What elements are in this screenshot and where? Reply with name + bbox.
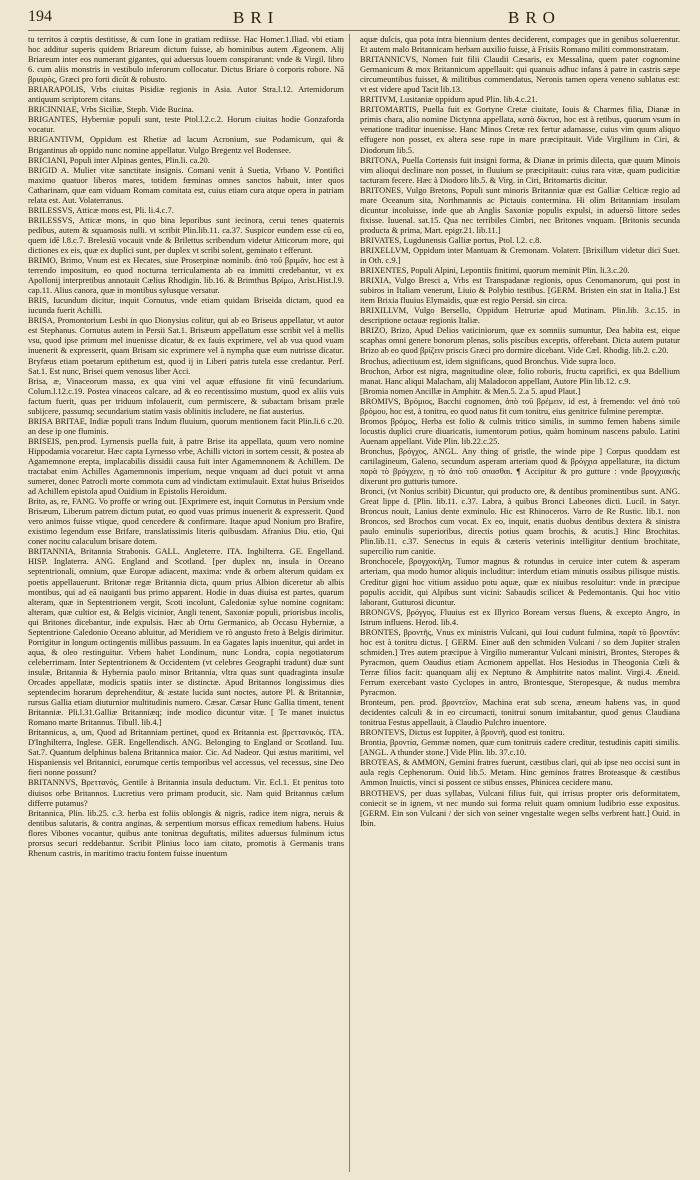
dictionary-entry: BRIVATES, Lugdunensis Galliæ portus, Ptol. l.2. c.8. bbox=[360, 234, 542, 245]
dictionary-entry: BRONTEVS, Dictus est Iuppiter, à βροντῆ, quod est tonitru. bbox=[360, 727, 565, 738]
dictionary-entry: [Bromia nomen Ancillæ in Amphitr. & Men.5. 2.a 5. apud Plaut.] bbox=[360, 385, 581, 396]
dictionary-entry: BRIZO, Brizo, Apud Delios vaticiniorum, quæ ex somniis sumuntur, Dea habita est, eique scaphas omni genere bonorum plenas, solis piscibus exceptis, offerebant. Dicta autem putatur Brizo ab eo quod βρίζειν priscis Græci pro dormire dicebant. Vide Cæl. Rhodig. lib.2. c.20. bbox=[360, 325, 680, 356]
dictionary-entry: BRICIANI, Populi inter Alpinas gentes, Plin.li. ca.20. bbox=[28, 154, 210, 165]
dictionary-entry: BRIARAPOLIS, Vrbs ciuitas Pisidiæ regionis in Asia. Autor Stra.l.12. Artemidorum antiquum scriptorem citans. bbox=[28, 84, 344, 105]
dictionary-entry: Brochus, adiectiuum est, idem significans, quod Bronchus. Vide supra loco. bbox=[360, 355, 616, 366]
dictionary-entry: tu territos à cœptis destitisse, & cum Ione in gratiam rediisse. Hac Homer.1.Iliad. vbi etiam hoc additur superis quidem Briareum dictum fuisse, ab hominibus autem Ægeonem. Alij Briareum inter eos numerant gigantes, qui aduersus louem conspirarunt: vnde & Virgil. libro 6. cum aliis monstris in vestibulo inferorum collocatur. Dictus Briare ὁ corporis robore. Nā βριαρὸς, Græci pro forti dicūt & robusto. bbox=[28, 34, 344, 85]
dictionary-entry: BROMIVS, Βρόμιος, Bacchi cognomen, ἀπὸ τοῦ βρέμειν, id est, à fremendo: vel ἀπὸ τοῦ βρόμου, hoc est, à tonitru, eo quod natus fit cum tonitru, eius genitrice fulmine peremptæ. bbox=[360, 395, 680, 416]
dictionary-entry: BROTEAS, & AMMON, Gemini fratres fuerunt, cæstibus clari, qui ab ipse neo occisi sunt in aula regis Cephenorum. Ouid lib.5. Metam. Hinc geminos fratres Broteasque & cæstibus Ammon Inuictis, vinci si possent ce stibus ensses, Phinicea cecidere manu. bbox=[360, 757, 680, 788]
dictionary-entry: BRISA BRITAE, Indiæ populi trans Indum fluuium, quorum mentionem facit Plin.li.6 c.20. an dese ip one fluminis. bbox=[28, 415, 344, 436]
running-head-right: BRO bbox=[508, 8, 561, 27]
running-head-left: BRI bbox=[233, 8, 280, 27]
dictionary-entry: Brisa, æ, Vinaceorum massa, ex qua vini vel aquæ effusione fit vinū fecundarium. Colum.l.12.c.19. Postea vinaceos calcare, ad & eo recentissimo mustum, quod ex aliis vuis factum fuerit, quas per triduum infolauerit, cum permiscere, & subactam brisam præle subijcere, passumq; secundarium statim vasis oblinitis includere, ne fiat austerius. bbox=[28, 375, 344, 416]
dictionary-entry: Brontia, βροντία, Gemmæ nomen, quæ cum tonitruis cadere creditur, testudinis capiti similis. [ANGL. A thunder stone.] Vide Plin. lib. 37.c.10. bbox=[360, 737, 680, 758]
dictionary-entry: Bronchocele, βρογχοκήλη, Tumor magnus & rotundus in ceruice inter cutem & asperam arteriam, qua modo humor aliquis includitur: interdum etiam minutis ossibus pilisque mistis. Creditur gigni hoc vitium assiduo potu aquæ, quæ ex niuibus resoluitur: vnde in præcipue populis accidit, qui Alpibus sunt vicini: Sabaudis scilicet & Pedemontanis. Qui hoc vitio laborant, Gutturosi dicuntur. bbox=[360, 556, 680, 607]
dictionary-entry: Bronchus, βρόγχος, ANGL. Any thing of gristle, the winde pipe ] Corpus quoddam est cartilagineum, Galeno, secundum asperam arteriam quod & βρόγχια appellaturæ, ita dictum παρὰ τὸ βρόγχειν, ῃ τὸ ἀπὸ τοῦ σπασθαι. ¶ Accipitur & pro gutture : vnde βρογχιακὴς dixerunt pro gutturis tumore. bbox=[360, 445, 680, 487]
dictionary-entry: Britannica, Plin. lib.25. c.3. herba est foliis oblongis & nigris, radice item nigra, neruis & dentibus salutaris, & contra anginas, & serpentium morsus efficax remedium habens. Huius flores Vibones vocantur, quibus ante tonitrua deguftatis, milites aduersus fulminum ictus prorsus securi reddebantur. Scribit Plinius loco iam citato, promotis à Germanis trans Rhenum castris, in maritimo tractu fontem fuisse inuentum bbox=[28, 807, 344, 858]
dictionary-entry: Bronci, (vt Nonius scribit) Dicuntur, qui producto ore, & dentibus prominentibus sunt. ANG. Great lippe d. [Plin. lib.11. c.37. Labra, à quibus Bronci Labeones dicti. Lucil. in Satyr. Broncus nouit, Lanius dente exminulo. Hic est Rhinoceros. Varro de Re Rustic. lib.1. non Broncos, sed Brochos cum vocat. Ex eo, inquit, enatis duobus dentibus dextera & sinistra paulo eminulis superioribus, directis potius quam brochis, & acutis.] Hinc Brochitas. Plin.lib.11. c.37. Senectus in equis & cæteris veterinis intelligitur dentium brochitate, supercilio rum canitie. bbox=[360, 486, 680, 557]
dictionary-entry: BRIS, Iucundum dicitur, inquit Cornutus, vnde etiam quidam Briseida dictam, quod ea iucunda fuerit Achilli. bbox=[28, 295, 344, 316]
left-column bbox=[28, 34, 344, 1174]
dictionary-entry: BRISA, Promontorium Lesbi in quo Dionysius colitur, qui ab eo Briseus appellatur, vt autor est Stephanus. Cornutus autem in Persii Sat.1. Brisæum appellatum esse scribit vel à mellis vsu, quod ipse primum mel inuenisse dicatur, & ex fauis exprimere, vel ab vua quod vuam inuenerit & expresserit, quam Brisam sic exprimere vel à nympha quæ eum nutrisse dicatur. Bryfæus etiam poetarum epithetum est, quod ij in Liberi patris tutela esse credantur. Perf. Sat.1. Est nunc, Brisei quem venosus liber Acci. bbox=[28, 315, 344, 376]
dictionary-entry: BRIXENTES, Populi Alpini, Lepontiis finitimi, quorum meminit Plin. li.3.c.20. bbox=[360, 265, 630, 276]
page-header bbox=[28, 8, 680, 31]
dictionary-entry: BRIGANTES, Hyberniæ populi sunt, teste Ptol.l.2.c.2. Horum ciuitas hodie Gonzaforda vocatur. bbox=[28, 114, 344, 135]
dictionary-entry: BRIXELLVM, Oppidum inter Mantuam & Cremonam. Volaterr. [Brixillum videtur dici Suet. in Oth. c.9.] bbox=[360, 244, 680, 266]
dictionary-entry: BRILESSVS, Atticæ mons, in quo bina leporibus sunt iecinora, cerui tenes quaternis pedibus, autem & squamosis nulli. vt scribit Plin.lib.11. ca.37. Suspicor eundem esse cū eo, quem idē l.8.c.7. Brelesiū vocauit vnde & Brilettus scribendum videtur Atticorum more, qui dictiones ex eis, quæ ex duplici sunt, per duplex vt scribi solent, geminato t efferunt. bbox=[28, 214, 344, 255]
dictionary-entry: BRIXIA, Vulgo Bresci a, Vrbs est Transpadanæ regionis, opus Cenomanorum, qui post in subiros in Italiam venerunt, Liuio & Polybio testibus. [GERM. Bristen ein stat in Italia.] Est item Brixia fluuius Elymaidis, quæ est regio Persid. sin circa. bbox=[360, 275, 680, 306]
dictionary-entry: BRITANNVS, Βρεττανός, Gentile à Britannia insula deductum. Vir. Ecl.1. Et penitus toto diuisos orbe Britannos. Lucretius vero primam producit, sic. Nam quid Britannus cælum differre putamus? bbox=[28, 777, 344, 808]
dictionary-entry: BRITONA, Puella Cortensis fuit insigni forma, & Dianæ in primis dilecta, quæ quum Minois vim alioqui declinare non posset, in fluuium se præcipitauit: cuius rara vitæ, quam pudicitiæ tacturam fecere. Hæc à Diodoro lib.5. & Virg. in Ciri, Britomartis dicitur. bbox=[360, 154, 680, 185]
dictionary-entry: Brochon, Arbor est nigra, magnitudine oleæ, folio roboris, fructu caprifici, ex qua Bdellium manat. Hanc aliqui Malacham, alij Maladocon appellant, Autore Plin lib.12. c.9. bbox=[360, 365, 680, 386]
dictionary-entry: BRIGANTIVM, Oppidum est Rhetiæ ad lacum Acronium, sue Podamicum, qui & Brigantinus ab oppido nunc nomine appellatur. Vulgo Bregentz vel Bodensee. bbox=[28, 134, 344, 155]
dictionary-entry: BRIXILLVM, Vulgo Bersello, Oppidum Hetruriæ apud Mutinam. Plin.lib. 3.c.15. in descriptione octauæ regionis Italiæ. bbox=[360, 305, 680, 326]
dictionary-entry: Bromos βρόμος, Herba est folio & culmis tritico similis, in summo femen habens simile locustis duplici crure diuaricatis, iumentorum potius, quàm hominum nascens pabulo. Latini Auenam appellant. Vide Plin. lib.22.c.25. bbox=[360, 415, 680, 446]
dictionary-entry: BRIMO, Brimo, Vnum est ex Hecates, siue Proserpinæ nominib. ἀπὸ τοῦ βριμᾶν, hoc est à terrendo impositum, eo quod nocturna terriculamenta ab ea immitti credebantur, vt ex Apollonij interpretibus annotauit Cælius Rhodigin. lib.16. & Brimthus Βρίμω, Arist.Hist.l.9. cap.11. Alius canora, quæ in montibus sylusque versatur. bbox=[28, 255, 344, 296]
dictionary-entry: BRONTES, βροντῆς, Vnus ex ministris Vulcani, qui Ioui cudunt fulmina, παρὰ τὸ βροντᾶν: hoc est à tonitru dictus. [ GERM. Einer auß den schmiden Vulcani / so dem Jupiter stralen schmiden.] Tres autem præcipue à Virgilio numerantur Vulcani ministri, Brontes, Steropes & Pyracmon, quem Oaudius etiam Acmonem appellat. Hos Hesiodus in Theogonia Cœli & Terræ filios facit: quanquam alij ex Neptuno & Amphitrite natos malint. Virgi.4. Æneid. Ferrum exercebant vasto Cyclopes in antro, Brontesque, Steropesque, & nudus membra Pyracmon. bbox=[360, 626, 680, 698]
dictionary-entry: BRITONES, Vulgo Bretons, Populi sunt minoris Britanniæ quæ est Galliæ Celticæ regio ad mare Oceanum sita, Northmannis ac Pictauis contermina. Hi olim Britanniam insulam dicuntur incoluisse, inde que ab Anglis Saxoniæ populis expulsi, in aduersō littore sedes fixisse. Iuuenal. sat.15. Qua nec terribiles Cimbri, nec Britones vnquam. [Britonis secunda producta & prima, Mart. epigr.21. lib.11.] bbox=[360, 184, 680, 235]
dictionary-entry: Brito, as, re, FANG. Vo proffe or wring out. [Exprimere est, inquit Cornutus in Persium vnde Brisæum, Liberum patrem dictum putat, eo quod vuas primus inuenerit & expresserit. Quod vero animos fuisse vtique, quod cencedere & confirmare. Itaque apud Nonium pro Brafire, existimo legendum esse Brifare, translatissimis literis quibusdam. Afranius Diu. etio, Qui coner nocitu calaculum brisare dotem. bbox=[28, 496, 344, 547]
dictionary-entry: BRICINNIAE, Vrbs Siciliæ, Steph. Vide Bucina. bbox=[28, 104, 194, 115]
page-number: 194 bbox=[28, 8, 52, 25]
dictionary-entry: BRISEIS, pen.prod. Lyrnensis puella fuit, à patre Brise ita appellata, quum vero nomine Hippodamia vocaretur. Hæc capta Lyrnesso vrbe, Achilli victori in sortem cessit, & postea ab Agamemnone erepta, implacabilis dissidii causa fuit inter Agamemnonem & Achillem. De tractabat enim Achilles Agamemnonis imperium, neque vnquam ad duci potuit vt arma sumeret, donec Patrocli morte commota cum ad vindictam extimulauit. Extat huius Briseidos ad Achillem epistola apud Ouidium in Epistolis Heroidum. bbox=[28, 435, 344, 497]
dictionary-entry: BRITANNIA, Britannia Strabonis. GALL. Angleterre. ITA. Inghilterra. GE. Engelland. HISP. Inglaterra. ANG. England and Scotland. [per duplex nn, insula in Oceano septentrionali, omnium, quæ Europæ adiacent, maxima: vnde & orbem alterum quidam ex poetis appellauerunt. Britonæ regæ Britannia dicta, quum prius Albion diceretur ab albis montibus, qui ad eā nauiganti bus primo apparent. Hodie in duas diuisa est partes, quarum alteram, quæ in Septentrionem vergit, Scoti incolunt, Caledoniæ sylue nomine cognitam: alteram, quæ cultior est, & Belgis vicinior, Angli tenent, Saxoniæ populi, priorisbus incolis, qui Britones dicebantur, inde expulsis. Hæc ab Ortu Germanico, ab Occasu Hyberniæ, a Septentrione Caledonio Oceano abluitur, ad Meridiem ve rò angusto freto à Belgis dirimitur. Porrigitur in longum octingentis millibus passuum. In ea Gagates lapis inuenitur, qui ardet in aqua, & oleo restinguitur. Vrbem habet Londinum, nunc Londra, copia negotiatorum celeberrimam. Inter Septentrionem & Occidentem (vt celebres Geographi tradunt) duæ sunt insulæ, Britannia & Hybernia paulo minor Britannia, vltra quas sunt quadraginta insulæ Orcades appellatæ, modicis spatiis inter se distinctæ. Apud Britannos longissimus dies septendecim horarum deprehenditur, & æstate lucida sunt noctes, autore Pl. & Britanniæ, rursus Gallia etiam diuturnior multitudinis numero. Cæsar. Cæsar Hunc Gallia timent, tenent Britanniæ. Pli.l.31.Galliæ Britanniæq; inde modico dicuntur vitæ. [ Te manet inuictus Romano marte Britannus. Tibull. lib.4.] bbox=[28, 546, 344, 728]
dictionary-entry: BRITIVM, Lusitaniæ oppidum apud Plin. lib.4.c.21. bbox=[360, 94, 538, 105]
dictionary-entry: BRIGID A. Mulier vitæ sanctitate insignis. Comani venit à Suetia, Vrbano V. Pontifici maximo quatuor liberos mares, totidem fœminas omnes sanctos habuit, inter quos Catharinam, quæ eam viduam Romam comitata est, cuius etiam cura atque opera in patriam relata est. Aut. Volaterranus. bbox=[28, 164, 344, 205]
right-column bbox=[360, 34, 680, 1174]
dictionary-entry: BRITOMARTIS, Puella fuit ex Gortyne Cretæ ciuitate, Iouis & Charmes filia, Dianæ in primis chara, alio nomine Dictynna appellata, κατὰ δίκτυα, hoc est à retibus, quorum vsum in venatione traditur inuenisse. Hanc Minos Cretæ rex fertur adamasse, cuius vim quum aliquo effugere non posset, ex altera sese rupe in mare præcipitauit. Vide Virgilium in Ciri, & Diodorum lib.5. bbox=[360, 104, 680, 155]
dictionary-entry: BRITANNICVS, Nomen fuit filii Claudii Cæsaris, ex Messalina, quem pater cognomine Germanicum & mox Britannicum appellauit: qui quanuis adhuc infans à patre in castris sæpe circumeuntibus fuisset, & militibus commendatus, Neronis tamen opera veneno sublatus est: vt est videre apud Tacit lib.13. bbox=[360, 54, 680, 95]
column-divider bbox=[349, 34, 350, 1172]
dictionary-entry: Britannicus, a, um, Quod ad Britanniam pertinet, quod ex Britannia est. βρεττανικὸς. ITA. D'Inghilterra, Inglese. GER. Engellendisch. ANG. Belonging to England or Scotland. Iuu. Sat.7. Quantum delphinus balena Britannica maior. Cic. Ad Nadeor. Qui æstus maritimi, vel Hispaniensis vel Britannici, eorumque certis temporibus vel accessus, vel recessus, sine Deo fieri nonne possunt? bbox=[28, 727, 344, 778]
dictionary-entry: BROTHEVS, per duas syllabas, Vulcani filius fuit, qui irrisus propter oris deformitatem, coniecit se in ignem, vt nec mundo sui forma reluit quam omnium ludibrio esse expositus. [GERM. Ein son Vulcani / der sich von seiner vngestalte wegen selbs verbrent hatt.] Ouid. in Ibin. bbox=[360, 787, 680, 828]
dictionary-entry: aquæ dulcis, qua pota intra biennium dentes deciderent, compages que in genibus soluerentur. Et autem malo Britannicam herbam auxilio fuisse, à Frisiis Romano militi commonstratam. bbox=[360, 34, 680, 55]
dictionary-entry: BRILESSVS, Atticæ mons est, Pli. li.4.c.7. bbox=[28, 204, 174, 215]
dictionary-entry: Bronteum, pen. prod. βροντεῖον, Machina erat sub scena, æneum habens vas, in quod decidentes calculi & in eo circumacti, tonitrui sonum imitabantur, quod genus Claudiana tonitrua Festus appellauit, à Claudio Pulchro inuentore. bbox=[360, 697, 680, 728]
dictionary-entry: BRONGVS, βρόγγος, Fluuius est ex Illyrico Boream versus fluens, & excepto Angro, in Istrum influens. Herod. lib.4. bbox=[360, 606, 680, 627]
